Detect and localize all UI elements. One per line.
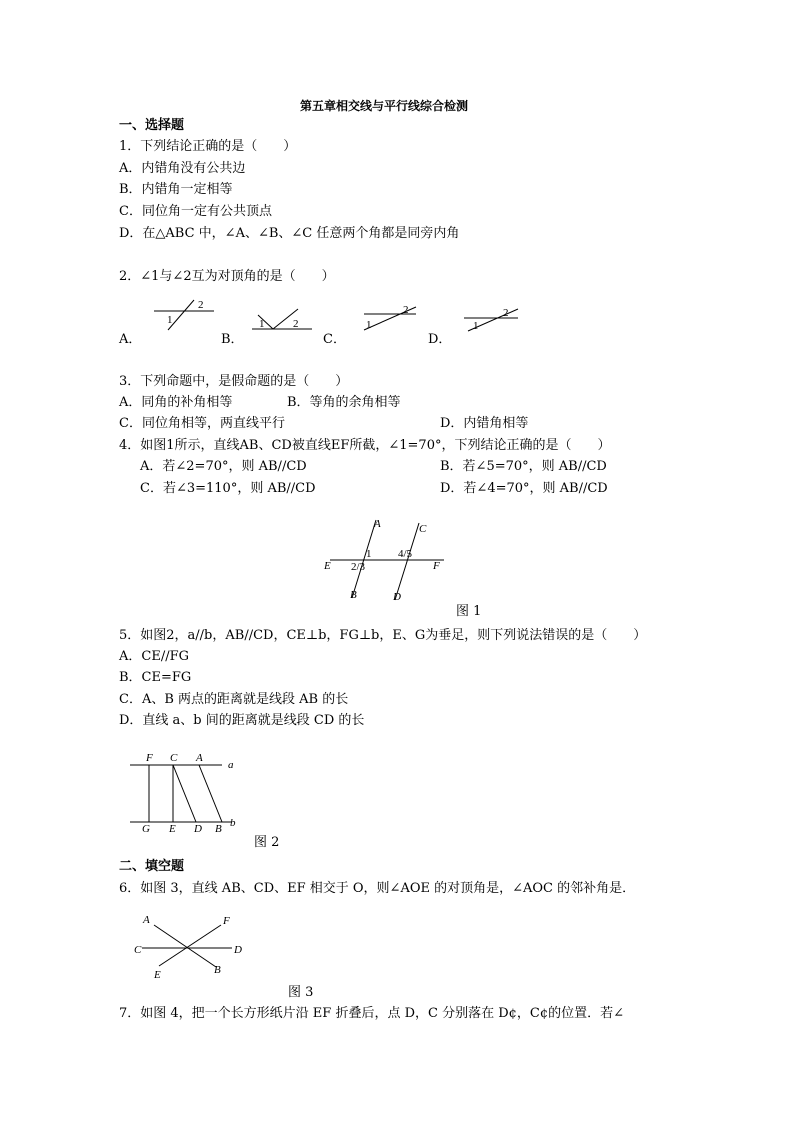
question-4-option-a: A．若∠2=70°，则 AB//CD	[140, 459, 307, 474]
angle-label: 1	[259, 318, 265, 330]
point-label-D: D	[234, 944, 242, 956]
question-2-figure-b	[250, 303, 320, 333]
question-3-option-c: C．同位角相等，两直线平行	[119, 416, 285, 431]
point-label-A: A	[143, 914, 150, 926]
point-label-B: B	[214, 964, 221, 976]
line-label-a: a	[228, 759, 234, 771]
question-4-option-c: C．若∠3=110°，则 AB//CD	[140, 481, 316, 496]
angle-label-2-3: 2/3	[351, 561, 366, 573]
angle-label: 1	[473, 320, 479, 332]
point-label-G: G	[142, 823, 150, 835]
question-2-figure-d	[460, 303, 530, 333]
angle-label-1: 1	[366, 548, 372, 560]
angle-label-4-5: 4/5	[398, 548, 413, 560]
question-5-option-a: A．CE//FG	[119, 649, 189, 664]
question-5-option-b: B．CE=FG	[119, 670, 192, 685]
line-label-b: b	[230, 817, 236, 829]
figure-1-caption: 图 1	[456, 604, 482, 619]
question-2-figure-c	[358, 300, 428, 335]
question-3-option-b: B．等角的余角相等	[287, 395, 401, 410]
point-label-A: A	[374, 518, 381, 530]
angle-label: 2	[503, 307, 509, 319]
question-1-option-a: A．内错角没有公共边	[119, 161, 246, 176]
question-5-option-c: C．A、B 两点的距离就是线段 AB 的长	[119, 692, 349, 707]
question-5-stem: 5．如图2，a//b，AB//CD，CE⊥b，FG⊥b，E、G为垂足，则下列说法错误的是（ ）	[119, 628, 647, 643]
question-2-option-b-label: B．	[221, 332, 244, 347]
point-label-C: C	[134, 944, 142, 956]
point-label-C: C	[170, 752, 178, 764]
question-1-option-d: D．在△ABC 中，∠A、∠B、∠C 任意两个角都是同旁内角	[119, 226, 460, 241]
question-6-stem: 6．如图 3，直线 AB、CD、EF 相交于 O，则∠AOE 的对顶角是，∠AOC 的邻补角是．	[119, 881, 636, 896]
question-4-stem: 4．如图1所示，直线AB、CD被直线EF所截，∠1=70°，下列结论正确的是（ ）	[119, 438, 611, 453]
point-label-E: E	[169, 823, 176, 835]
question-2-option-a-label: A．	[119, 332, 142, 347]
figure-1	[318, 514, 458, 606]
question-4-option-b: B．若∠5=70°，则 AB//CD	[440, 459, 607, 474]
figure-2	[124, 746, 244, 836]
point-label-C: C	[419, 523, 427, 535]
question-1-option-b: B．内错角一定相等	[119, 182, 233, 197]
question-3-stem: 3．下列命题中，是假命题的是（ ）	[119, 374, 349, 389]
question-1-stem: 1．下列结论正确的是（ ）	[119, 139, 297, 154]
point-label-B: B	[350, 589, 357, 601]
angle-label: 2	[293, 318, 299, 330]
question-3-option-d: D．内错角相等	[440, 416, 529, 431]
point-label-F: F	[146, 752, 153, 764]
figure-3-caption: 图 3	[288, 985, 314, 1000]
question-7-stem: 7．如图 4，把一个长方形纸片沿 EF 折叠后，点 D，C 分别落在 D¢，C¢的位置．若∠	[119, 1006, 625, 1021]
question-2-stem: 2．∠1与∠2互为对顶角的是（ ）	[119, 269, 335, 284]
point-label-F: F	[433, 560, 440, 572]
point-label-D: D	[393, 591, 401, 603]
question-1-option-c: C．同位角一定有公共顶点	[119, 204, 272, 219]
point-label-D: D	[194, 823, 202, 835]
figure-2-caption: 图 2	[254, 835, 280, 850]
point-label-E: E	[324, 560, 331, 572]
section-heading-fill: 二、填空题	[119, 859, 185, 874]
figure-3	[128, 910, 253, 985]
point-label-A: A	[196, 752, 203, 764]
question-5-option-d: D．直线 a、b 间的距离就是线段 CD 的长	[119, 713, 365, 728]
point-label-F: F	[223, 915, 230, 927]
question-3-option-a: A．同角的补角相等	[119, 395, 233, 410]
question-2-option-d-label: D．	[428, 332, 452, 347]
question-2-figure-a	[150, 296, 220, 336]
point-label-B: B	[215, 823, 222, 835]
point-label-E: E	[154, 969, 161, 981]
angle-label: 1	[366, 319, 372, 331]
angle-label: 1	[167, 314, 173, 326]
angle-label: 2	[198, 299, 204, 311]
question-2-option-c-label: C．	[323, 332, 346, 347]
angle-label: 2	[403, 304, 409, 316]
section-heading-choice: 一、选择题	[119, 118, 185, 133]
question-4-option-d: D．若∠4=70°，则 AB//CD	[440, 481, 608, 496]
page-title: 第五章相交线与平行线综合检测	[300, 99, 469, 113]
